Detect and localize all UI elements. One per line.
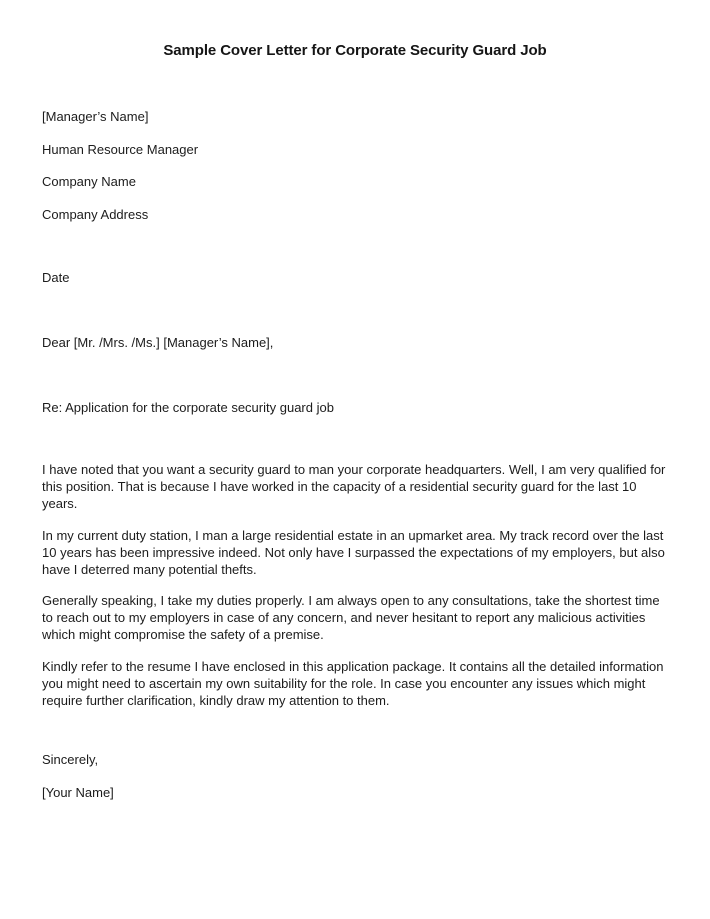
recipient-block: [42, 108, 668, 223]
recipient-company-address: Company Address: [42, 206, 149, 222]
body-paragraph-2: In my current duty station, I man a large residential estate in an upmarket area. My track record over the last 10 years has been impressive indeed. Not only have I surpassed the expectations of my employers, but also have I deterred many potential thefts.: [42, 527, 665, 577]
subject-line: Re: Application for the corporate security guard job: [42, 399, 334, 415]
salutation-line: Dear [Mr. /Mrs. /Ms.] [Manager’s Name],: [42, 334, 274, 350]
body-paragraph-1: I have noted that you want a security guard to man your corporate headquarters. Well, I am very qualified for this position. That is because I have worked in the capacity of a residential security guard for the last 10 years.: [42, 462, 666, 511]
recipient-job-title: Human Resource Manager: [42, 141, 199, 157]
recipient-company-name: Company Name: [42, 174, 136, 189]
recipient-manager-name: [Manager’s Name]: [42, 109, 149, 124]
page-title: Sample Cover Letter for Corporate Security Guard Job: [163, 42, 547, 59]
letter-body: [42, 108, 668, 801]
signature-placeholder: [Your Name]: [42, 785, 114, 800]
body-paragraph-4: Kindly refer to the resume I have enclosed in this application package. It contains all the detailed information you might need to ascertain my own suitability for the role. In case you encounter any issues which might require further clarification, kindly draw my attention to them.: [42, 658, 664, 708]
closing-line: Sincerely,: [42, 752, 99, 767]
date-line: Date: [42, 270, 70, 285]
body-paragraph-3: Generally speaking, I take my duties properly. I am always open to any consultations, take the shortest time to reach out to my employers in case of any concern, and never hesitant to report any malicious activities which might compromise the safety of a premise.: [42, 593, 660, 642]
